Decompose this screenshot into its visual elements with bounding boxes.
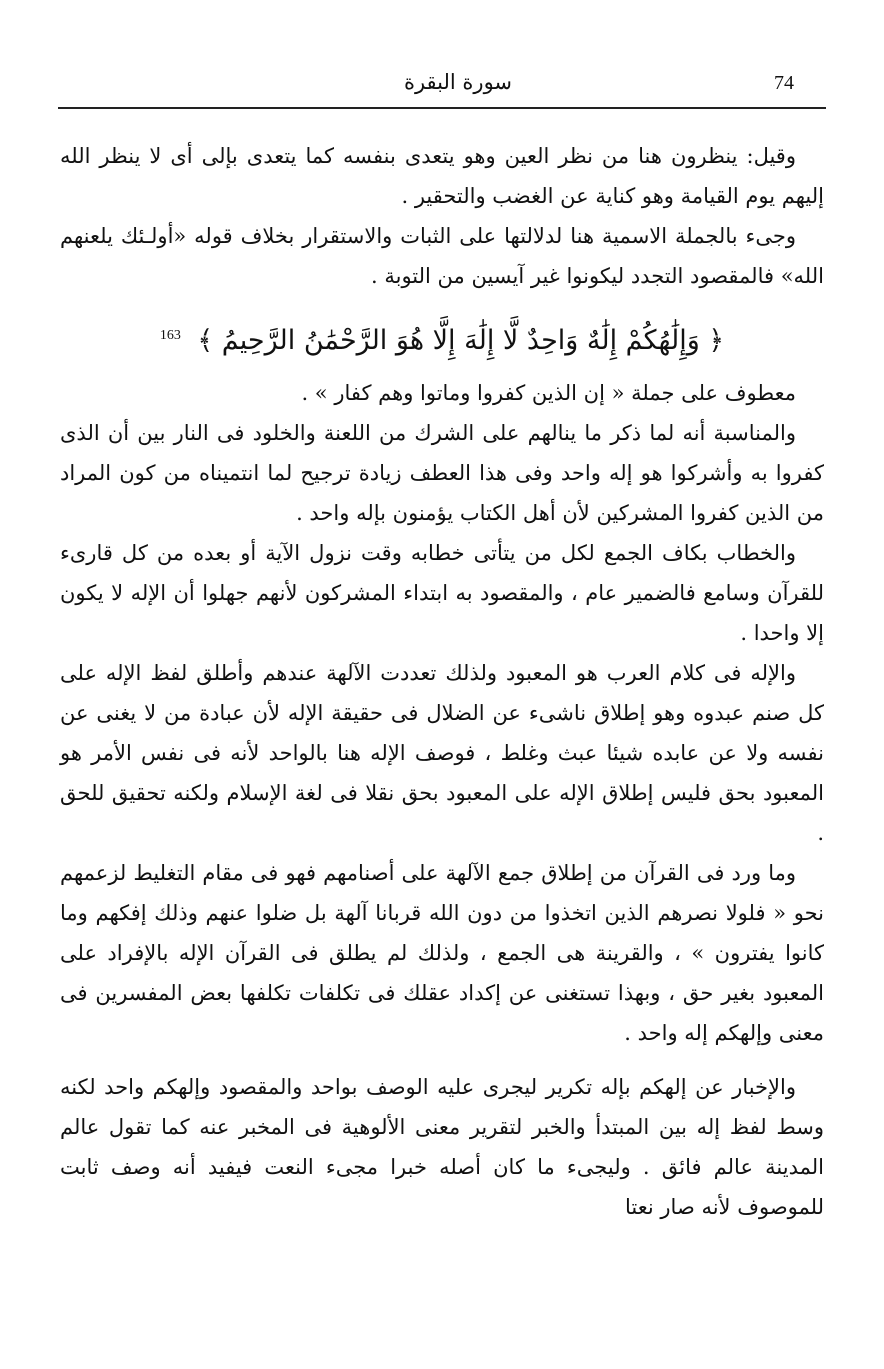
header-rule	[58, 107, 826, 109]
page-header	[58, 68, 824, 104]
verse-text: ﴿ وَإِلَٰهُكُمْ إِلَٰهٌ وَاحِدٌ لَّا إِلَٰهَ إِلَّا هُوَ الرَّحْمَٰنُ الرَّحِيمُ ﴾	[197, 325, 725, 356]
paragraph: وجىء بالجملة الاسمية هنا لدلالتها على الثبات والاستقرار بخلاف قوله «أولـئك يلعنهم الله» فالمقصود التجدد ليكونوا غير آيسين من التوبة .	[60, 224, 824, 288]
page-number: 74	[774, 72, 794, 94]
quran-verse	[60, 312, 824, 365]
page-body	[60, 136, 824, 1227]
paragraph: والخطاب بكاف الجمع لكل من يتأتى خطابه وقت نزول الآية أو بعده من كل قارىء للقرآن وسامع فالضمير عام ، والمقصود به ابتداء المشركون لأنهم جهلوا أن الإله لا يكون إلا واحدا .	[60, 541, 824, 645]
paragraph: وما ورد فى القرآن من إطلاق جمع الآلهة على أصنامهم فهو فى مقام التغليط لزعمهم نحو « فلولا نصرهم الذين اتخذوا من دون الله قربانا آلهة بل ضلوا عنهم وذلك إفكهم وما كانوا يفترون » ، والقرينة هى الجمع ، ولذلك لم يطلق فى القرآن الإله بالإفراد على المعبود بغير حق ، وبهذا تستغنى عن إكداد عقلك فى تكلفات تكلفها بعض المفسرين فى معنى وإلهكم إله واحد .	[60, 861, 824, 1045]
verse-number: 163	[159, 328, 181, 343]
paragraph: والإخبار عن إلهكم بإله تكرير ليجرى عليه الوصف بواحد والمقصود وإلهكم واحد لكنه وسط لفظ إله بين المبتدأ والخبر لتقرير معنى الألوهية فى المخبر عنه كما تقول عالم المدينة عالم فائق . وليجىء ما كان أصله خبرا مجىء النعت فيفيد أنه وصف ثابت للموصوف لأنه صار نعتا	[60, 1075, 824, 1219]
surah-title: سورة البقرة	[403, 70, 513, 94]
paragraph: والمناسبة أنه لما ذكر ما ينالهم على الشرك من اللعنة والخلود فى النار بين أن الذى كفروا به وأشركوا هو إله واحد وفى هذا العطف زيادة ترجيح لما انتميناه من كون المراد من الذين كفروا المشركين لأن أهل الكتاب يؤمنون بإله واحد .	[60, 421, 824, 525]
paragraph: والإله فى كلام العرب هو المعبود ولذلك تعددت الآلهة عندهم وأطلق لفظ الإله على كل صنم عبدوه وهو إطلاق ناشىء عن الضلال فى حقيقة الإله لأن عبادة من لا يغنى عن نفسه ولا عن عابده شيئا عبث وغلط ، فوصف الإله هنا بالواحد لأنه فى نفس الأمر هو المعبود بحق فليس إطلاق الإله على المعبود بحق نقلا فى لغة الإسلام ولكنه تحقيق للحق .	[60, 661, 824, 845]
paragraph: معطوف على جملة « إن الذين كفروا وماتوا وهم كفار » .	[301, 381, 796, 405]
paragraph: وقيل: ينظرون هنا من نظر العين وهو يتعدى بنفسه كما يتعدى بإلى أى لا ينظر الله إليهم يوم القيامة وهو كناية عن الغضب والتحقير .	[60, 144, 824, 208]
